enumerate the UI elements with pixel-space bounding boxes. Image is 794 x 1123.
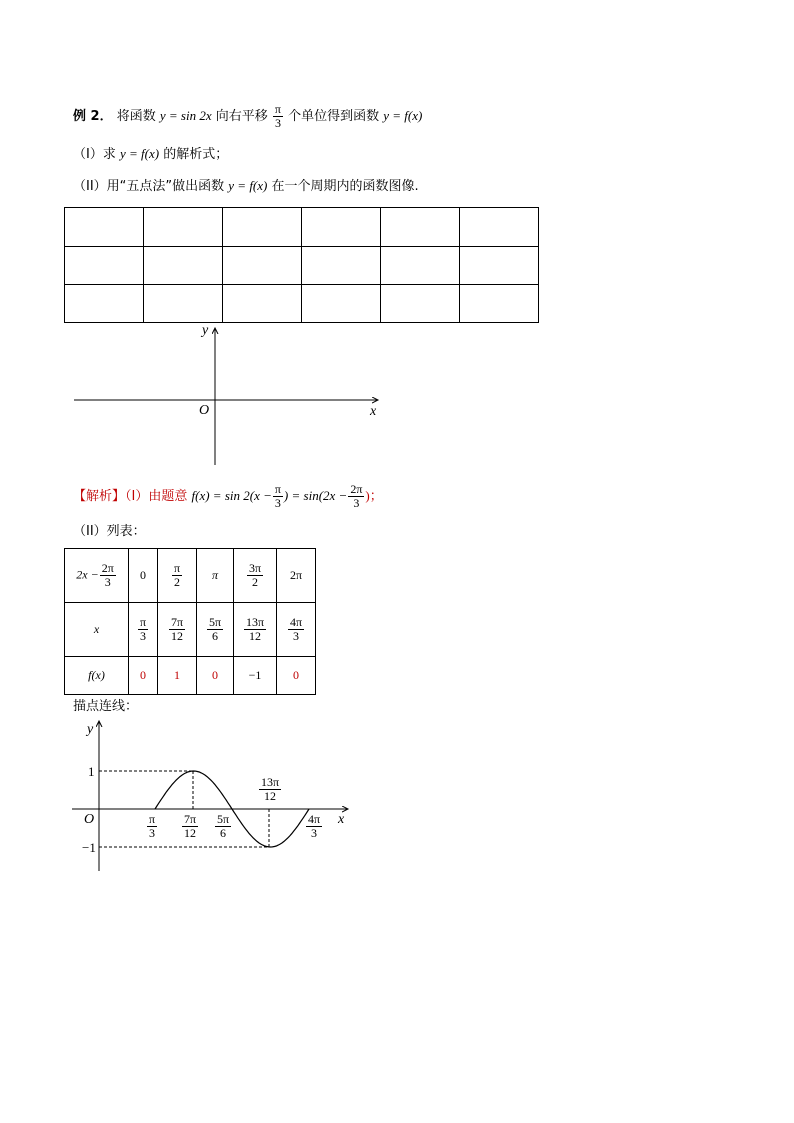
formula-sin2x: y = sin 2x [159,108,212,123]
solution-tag: 【解析】 [73,489,126,504]
fraction-den: 12 [171,629,183,643]
blank-table [64,207,539,323]
value-row-angle [65,549,316,603]
fraction-num: 13π [261,775,280,789]
row-header-x [65,603,129,657]
table-cell [277,549,316,603]
fraction-2pi-over-3 [348,483,364,510]
problem-text-2: 向右平移 [215,109,268,124]
fraction [138,616,148,643]
fraction [169,616,185,643]
solution-eq-c: )； [365,488,383,503]
table-cell [234,549,277,603]
table-cell [129,549,158,603]
blank-row [65,208,539,247]
fraction-pi-over-3 [273,483,283,510]
fraction-num: π [274,102,281,116]
fraction [207,616,223,643]
blank-cell [460,247,539,285]
fraction [288,616,304,643]
blank-cell [460,208,539,247]
part-one-formula: y = f(x) [119,146,160,161]
tick-label-7pi-12 [182,813,198,840]
row-header-fx [65,657,129,695]
fraction-num: 2π [101,561,114,575]
blank-cell [381,285,460,323]
part-one-question [73,144,228,165]
fraction-num: 2π [350,482,363,496]
part-two-rest: 在一个周期内的函数图像. [271,179,419,194]
table-cell [277,603,316,657]
fraction-num: 13π [245,615,265,629]
table-cell: 1 [158,657,197,695]
blank-cell [381,247,460,285]
table-cell [234,603,277,657]
fraction-num: 3π [248,561,262,575]
graph-y-label: y [87,722,94,737]
table-cell: 0 [129,657,158,695]
fraction-num: π [149,812,156,826]
blank-cell [144,247,223,285]
fraction-num: 4π [289,615,303,629]
part-two-question [73,176,419,197]
blank-cell [302,285,381,323]
fraction [244,616,266,643]
fraction-num: π [139,615,147,629]
fraction-pi-over-3 [273,103,283,130]
solution-part-one-label: （I）由题意 [125,489,188,504]
part-two-formula: y = f(x) [228,178,268,193]
table-cell: 0 [197,657,234,695]
blank-cell [65,247,144,285]
blank-origin-label: O [199,403,210,418]
problem-text-1: 将函数 [116,109,156,124]
plot-label: 描点连线： [73,699,139,714]
fraction-den: 3 [311,826,318,840]
fraction-den: 3 [104,575,111,589]
fraction-num: 7π [184,812,197,826]
problem-label: 例 2． [73,109,113,124]
blank-cell [65,208,144,247]
blank-cell [144,285,223,323]
graph-x-label: x [338,812,345,827]
value-row-x [65,603,316,657]
fraction [100,562,116,589]
table-cell [129,603,158,657]
formula-fx: y = f(x) [383,108,423,123]
part-one-rest: 的解析式； [163,147,229,162]
fraction-den: 12 [264,789,277,803]
row-header-text: x [93,622,100,636]
fraction-num: 7π [170,615,184,629]
tick-label-5pi-6 [215,813,231,840]
table-cell [158,603,197,657]
sine-graph [60,715,360,875]
blank-cell [460,285,539,323]
row-header-text: 2x − [76,567,99,582]
part-two-label: （II）用“五点法”做出函数 [73,179,225,194]
solution-eq-b: ) = sin(2x − [283,488,348,503]
blank-row [65,285,539,323]
problem-statement [73,103,422,130]
fraction-den: 6 [220,826,227,840]
tick-label-13pi-12 [259,776,281,803]
fraction-den: 3 [293,629,299,643]
blank-x-label: x [370,404,377,419]
table-cell [158,549,197,603]
part-one-label: （I）求 [73,147,116,162]
fraction-num: 5π [217,812,230,826]
value-table [64,548,316,695]
fraction-num: 4π [308,812,321,826]
solution-eq-a: f(x) = sin 2(x − [191,488,272,503]
graph-y-one-label: 1 [88,764,95,779]
blank-cell [223,285,302,323]
fraction-den: 3 [140,629,146,643]
table-cell: −1 [234,657,277,695]
table-cell [197,549,234,603]
fraction-den: 12 [184,826,197,840]
fraction-den: 2 [174,575,180,589]
fraction-den: 6 [212,629,218,643]
blank-cell [302,247,381,285]
row-header-angle [65,549,129,603]
row-header-text: f(x) [88,668,105,682]
fraction [247,562,263,589]
graph-y-neg-one-label: −1 [82,840,96,855]
solution-part-one [73,483,383,510]
fraction-den: 2 [252,575,258,589]
blank-cell [65,285,144,323]
blank-row [65,247,539,285]
graph-origin-label: O [84,812,95,827]
fraction-den: 3 [274,496,281,510]
tick-label-pi-3 [147,813,157,840]
solution-part-two-label: （II）列表： [73,524,146,539]
table-cell: 0 [277,657,316,695]
blank-axes [60,320,400,470]
fraction-num: 5π [208,615,222,629]
fraction-den: 3 [274,116,281,130]
tick-label-4pi-3 [306,813,322,840]
blank-y-label: y [202,323,209,338]
cell-text: 0 [140,568,146,582]
fraction [172,562,182,589]
problem-text-3: 个单位得到函数 [288,109,380,124]
blank-cell [223,208,302,247]
blank-cell [223,247,302,285]
value-row-fx [65,657,316,695]
blank-cell [144,208,223,247]
fraction-num: π [274,482,281,496]
blank-cell [302,208,381,247]
cell-text: 2π [289,568,303,582]
cell-text: π [211,568,218,582]
table-cell [197,603,234,657]
fraction-den: 3 [353,496,360,510]
fraction-num: π [173,561,181,575]
fraction-den: 12 [249,629,261,643]
blank-cell [381,208,460,247]
fraction-den: 3 [149,826,156,840]
